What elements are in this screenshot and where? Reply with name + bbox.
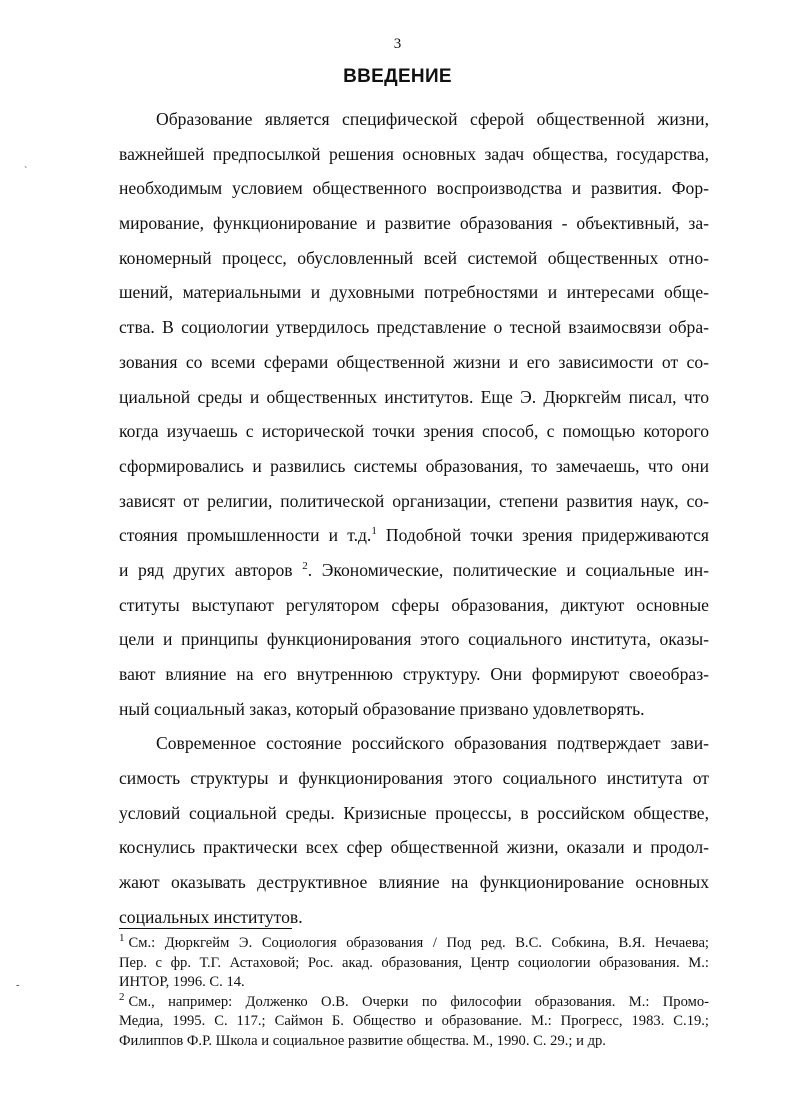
text-span: См., например: Долженко О.В. Очерки по философии образования. М.: Промо- [128,993,709,1010]
text-span: стояния промышленности и т.д. [119,525,372,546]
text-line: ный социальный заказ, который образование призвано удовлетворять. [119,698,645,719]
text-line: сформировались и развились системы образования, то замечаешь, что они [119,455,709,476]
text-line: коснулись практически всех сфер общественной жизни, оказали и продол- [119,837,709,858]
text-line: шений, материальными и духовными потребностями и интересами обще- [119,282,709,303]
text-line: когда изучаешь с исторической точки зрения способ, с помощью которого [119,421,709,442]
text-line: вают влияние на его внутреннюю структуру. Они формируют своеобраз- [119,664,709,684]
footnote-number: 2 [119,990,125,1003]
page-number: 3 [393,36,402,52]
footnote-line [119,990,709,1013]
footnote-ref-2[interactable]: 2 [302,560,308,573]
text-span: Подобной точки зрения придерживаются [376,525,709,546]
text-line: ства. В социологии утвердилось представление о тесной взаимосвязи обра- [119,317,709,338]
main-text [119,102,709,935]
text-line [119,553,709,588]
footnote-divider [119,928,292,929]
text-line: социальных институтов. [119,906,303,927]
margin-mark: - [16,980,20,991]
text-span: . Экономические, политические и социальные ин- [307,559,709,580]
footnote-ref-1[interactable]: 1 [371,525,377,538]
footnote-line: Филиппов Ф.Р. Школа и социальное развитие общества. М., 1990. С. 29.; и др. [119,1032,606,1049]
text-line: Современное состояние российского образования подтверждает зави- [156,733,709,754]
page-heading: ВВЕДЕНИЕ [343,66,452,87]
footnotes [119,934,709,1052]
text-line: мирование, функционирование и развитие образования - объективный, за- [119,213,709,234]
text-line: необходимым условием общественного воспроизводства и развития. Фор- [119,178,709,199]
footnote-line: Пер. с фр. Т.Г. Астаховой; Рос. акад. образования, Центр социологии образования. М.: [119,954,709,971]
text-line: жают оказывать деструктивное влияние на функционирование основных [119,872,709,893]
footnote-line [119,934,709,954]
footnote-line: ИНТОР, 1996. С. 14. [119,974,245,991]
text-line: зависят от религии, политической организации, степени развития наук, со- [119,490,709,511]
text-span: См.: Дюркгейм Э. Социология образования / Под ред. В.С. Собкина, В.Я. Нечаева; [128,935,709,951]
text-line: важнейшей предпосылкой решения основных задач общества, государства, [119,143,709,164]
text-line: Образование является специфической сферой общественной жизни, [156,109,709,129]
text-line: циальной среды и общественных институтов. Еще Э. Дюркгейм писал, что [119,386,709,407]
text-line: цели и принципы функционирования этого социального института, оказы- [119,629,709,650]
text-line: кономерный процесс, обусловленный всей системой общественных отно- [119,247,709,268]
footnote-number: 1 [119,932,125,945]
text-line: условий социальной среды. Кризисные процессы, в российском обществе, [119,802,709,823]
text-line: зования со всеми сферами общественной жизни и его зависимости от со- [119,351,709,372]
footnote-line: Медиа, 1995. С. 117.; Саймон Б. Общество и образование. М.: Прогресс, 1983. С.19.; [119,1013,709,1030]
text-span: и ряд других авторов [119,559,303,580]
margin-mark: ` [24,166,28,177]
text-line [119,518,709,553]
text-line: ституты выступают регулятором сферы образования, диктуют основные [119,594,709,615]
text-line: симость структуры и функционирования этого социального института от [119,768,709,789]
